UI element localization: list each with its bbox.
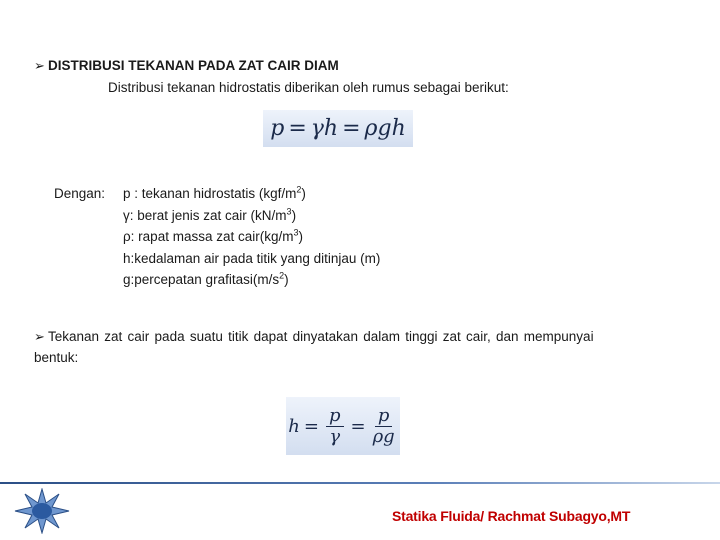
formula2-den-2: ρg xyxy=(372,425,395,447)
star-logo-icon xyxy=(14,488,70,534)
definitions-label: Dengan: xyxy=(54,186,106,201)
formula1-rho-g-h: ρgh xyxy=(364,116,406,141)
formula-pressure xyxy=(263,110,413,147)
formula1-eq2: = xyxy=(342,116,361,141)
intro-text: Distribusi tekanan hidrostatis diberikan oleh rumus sebagai berikut: xyxy=(108,80,509,95)
heading-text: DISTRIBUSI TEKANAN PADA ZAT CAIR DIAM xyxy=(48,58,339,73)
formula-head xyxy=(286,397,400,455)
formula2-eq2: = xyxy=(350,415,366,437)
formula2-fraction-2 xyxy=(373,406,395,447)
formula1-p: p xyxy=(270,116,285,141)
section-heading xyxy=(34,57,339,75)
footer-divider xyxy=(0,482,720,484)
formula2-num-1: p xyxy=(326,406,344,427)
definition-gamma: γ: berat jenis zat cair $(kN/m^3)$ xyxy=(123,206,297,223)
formula2-h: h xyxy=(288,415,300,437)
definition-g: g:percepatan $grafitasi(m/s^2)$ xyxy=(123,270,289,287)
formula2-den-1: γ xyxy=(329,425,341,447)
arrow-bullet-icon: ➢ xyxy=(34,329,45,344)
definition-h: h:kedalaman air pada titik yang ditinjau (m) xyxy=(123,250,381,266)
footer-credit: Statika Fluida/ Rachmat Subagyo,MT xyxy=(392,508,631,524)
definition-rho: ρ: rapat massa zat $cair(kg/m^3)$ xyxy=(123,227,303,244)
formula1-gamma-h: γh xyxy=(310,116,339,141)
paragraph2-text: Tekanan zat cair pada suatu titik dapat dinyatakan dalam tinggi zat cair, dan mempunyai bentuk: xyxy=(34,329,594,365)
paragraph-head-formula xyxy=(34,326,624,368)
definition-p: p : tekanan hidrostatis $(kgf/m^2)$ xyxy=(123,184,306,201)
formula2-fraction-1 xyxy=(326,406,344,447)
formula2-eq1: = xyxy=(303,415,319,437)
formula2-num-2: p xyxy=(375,406,393,427)
formula1-eq1: = xyxy=(288,116,307,141)
arrow-bullet-icon: ➢ xyxy=(34,58,45,73)
definitions-list xyxy=(123,183,380,291)
